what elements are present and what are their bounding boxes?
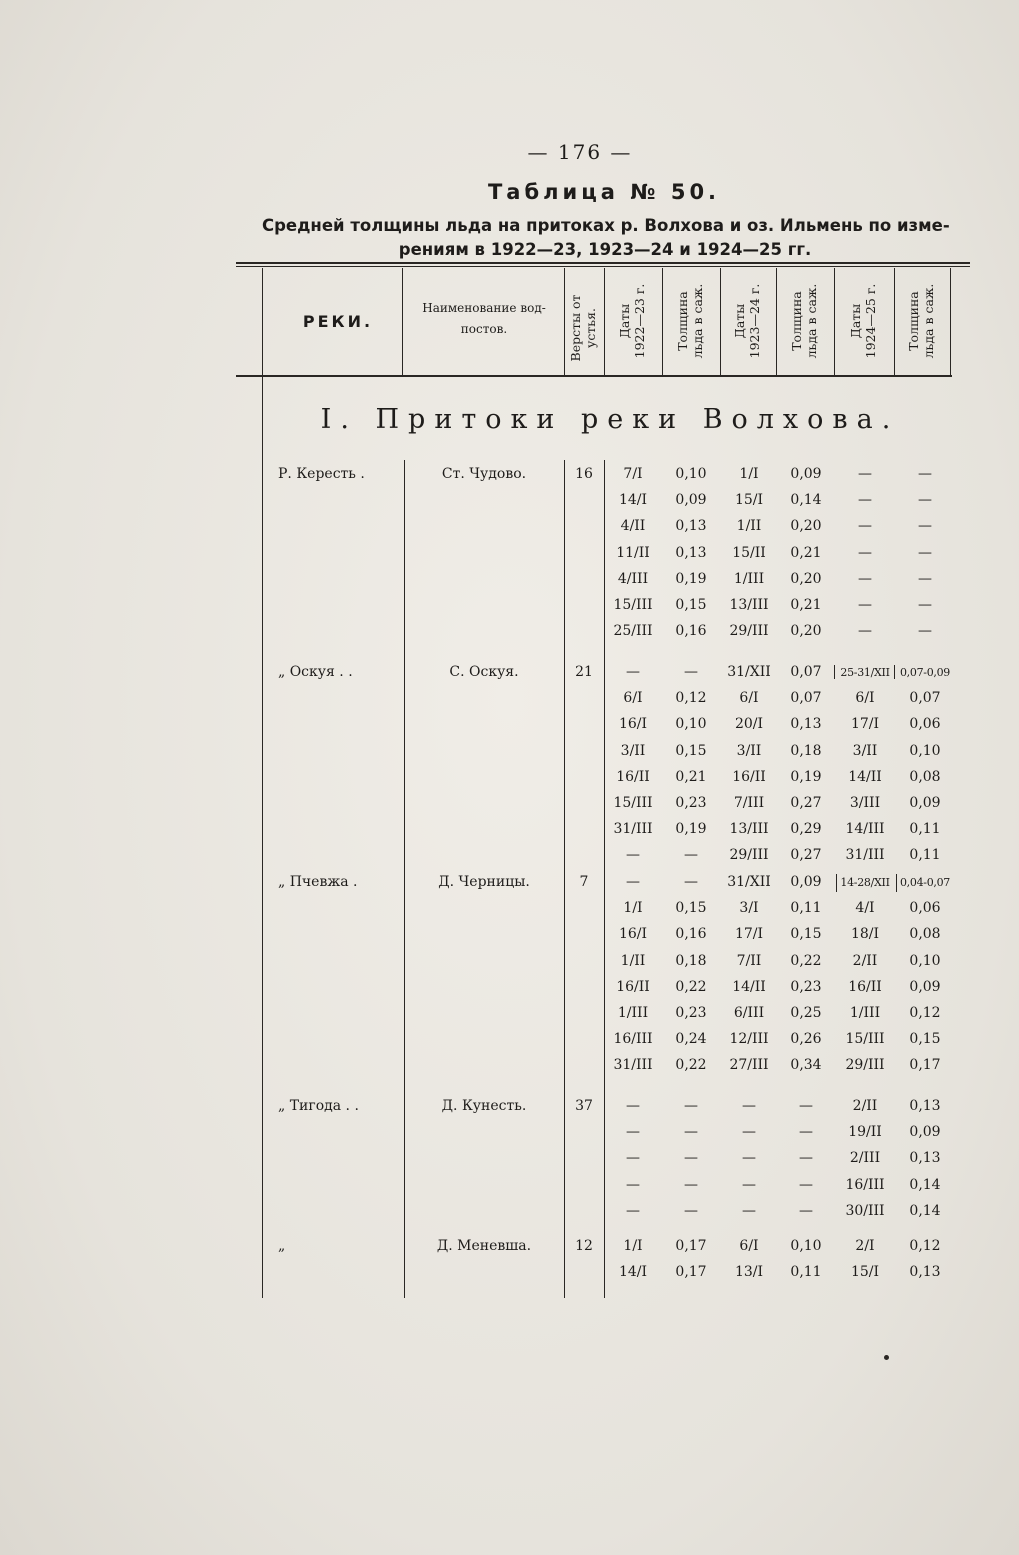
thickness-cell: — [918, 518, 932, 535]
post-name: Д. Меневша. [436, 1238, 532, 1254]
thickness-cell: — [684, 1098, 698, 1114]
thickness-cell: 0,14 [909, 1202, 941, 1219]
date-cell: 29/III [729, 847, 769, 864]
header-thickness-1-line2: льда в саж. [690, 283, 705, 359]
date-cell: 1/I [623, 900, 643, 917]
river-name: „ Оскуя . . [278, 664, 353, 680]
thickness-cell: 0,17 [675, 1238, 707, 1254]
date-cell: — [858, 544, 872, 561]
date-cell: — [626, 1124, 640, 1141]
date-cell: — [858, 518, 872, 535]
date-cell: — [626, 847, 640, 864]
date-cell: 15/I [734, 492, 764, 509]
top-rule-thick [236, 262, 970, 264]
col-divider [950, 268, 951, 375]
date-cell: — [626, 1098, 640, 1114]
ink-dot [884, 1355, 889, 1360]
date-cell: 2/II [852, 1098, 878, 1114]
date-cell: 17/I [734, 926, 764, 943]
header-thickness-3-line1: Толщина [906, 291, 921, 351]
date-cell: 31/III [613, 1057, 653, 1074]
thickness-cell: 0,10 [909, 952, 941, 969]
thickness-cell: 0,17 [909, 1057, 941, 1074]
versty-value: 37 [575, 1098, 593, 1114]
thickness-cell: — [684, 1124, 698, 1141]
table-title: Таблица № 50. [487, 180, 721, 204]
header-posts [408, 298, 560, 340]
date-cell: 16/I [618, 716, 648, 733]
header-dates-1924-line1: Даты [848, 303, 863, 339]
thickness-cell: — [799, 1124, 813, 1141]
header-dates-1922-line2: 1922—23 г. [632, 283, 647, 359]
date-cell: 15/I [850, 1264, 880, 1281]
versty-value: 7 [579, 874, 589, 890]
date-cell: 3/II [852, 742, 878, 759]
date-cell: 1/III [733, 570, 765, 587]
header-thickness-2-line2: льда в саж. [804, 283, 819, 359]
header-dates-1922 [617, 271, 649, 371]
date-cell: 20/I [734, 716, 764, 733]
thickness-cell: — [918, 623, 932, 640]
thickness-cell: 0,10 [675, 716, 707, 733]
header-versty-line2: устья. [583, 308, 598, 348]
thickness-cell: 0,12 [675, 690, 707, 707]
date-cell: — [742, 1098, 756, 1114]
date-cell: 16/II [616, 978, 650, 995]
table-subtitle-line2: рениям в 1922—23, 1923—24 и 1924—25 гг. [398, 240, 812, 259]
col-divider [894, 268, 895, 375]
thickness-cell: — [684, 1202, 698, 1219]
header-thickness-3-line2: льда в саж. [921, 283, 936, 359]
thickness-cell: 0,06 [909, 716, 941, 733]
date-cell: 11/II [616, 544, 650, 561]
thickness-cell: 0,18 [675, 952, 707, 969]
versty-value: 12 [575, 1238, 593, 1254]
date-cell: 1/I [623, 1238, 643, 1254]
thickness-cell: 0,21 [790, 597, 822, 613]
thickness-cell: 0,07 [909, 690, 941, 707]
date-cell: 2/I [855, 1238, 875, 1254]
thickness-cell: — [684, 1176, 698, 1193]
date-cell: — [742, 1202, 756, 1219]
date-cell: 7/III [733, 795, 765, 811]
date-cell: 1/II [620, 952, 646, 969]
date-cell: 14/II [848, 768, 882, 785]
header-versty-line1: Версты от [568, 294, 583, 362]
date-cell: 16/III [613, 1031, 653, 1048]
thickness-cell: 0,08 [909, 926, 941, 943]
col-divider [662, 268, 663, 375]
date-cell: 15/II [732, 544, 766, 561]
table-subtitle-line1: Средней толщины льда на притоках р. Волхова и оз. Ильмень по изме- [262, 216, 950, 235]
date-cell: 4/II [620, 518, 646, 535]
date-cell: 15/III [613, 597, 653, 613]
date-cell: 31/III [613, 821, 653, 838]
date-cell: 14/III [845, 821, 885, 838]
thickness-cell: 0,04-0,07 [899, 876, 950, 889]
date-cell: 18/I [850, 926, 880, 943]
date-cell: — [626, 1176, 640, 1193]
date-cell: 1/I [739, 466, 759, 482]
date-cell: 1/III [617, 1005, 649, 1021]
thickness-cell: 0,24 [675, 1031, 707, 1048]
page-number: — 176 — [527, 140, 633, 164]
thickness-cell: 0,11 [790, 900, 822, 917]
post-name: Д. Кунесть. [441, 1098, 527, 1114]
header-versty [568, 278, 600, 378]
col-divider [564, 268, 565, 375]
thickness-cell: — [918, 597, 932, 613]
date-cell: 3/II [620, 742, 646, 759]
date-cell: 29/III [845, 1057, 885, 1074]
thickness-cell: — [918, 544, 932, 561]
thickness-cell: — [918, 466, 932, 482]
header-posts-line1: Наименование вод- [422, 301, 546, 315]
thickness-cell: 0,07-0,09 [899, 666, 950, 679]
date-cell: — [742, 1176, 756, 1193]
date-cell: 3/I [739, 900, 759, 917]
date-cell: — [626, 1150, 640, 1167]
header-thickness-1 [675, 271, 707, 371]
date-cell: 14/I [618, 492, 648, 509]
col-divider [604, 268, 605, 375]
date-cell: 7/II [736, 952, 762, 969]
col-divider [776, 268, 777, 375]
thickness-cell: 0,14 [790, 492, 822, 509]
thickness-cell: 0,10 [909, 742, 941, 759]
col-divider [402, 268, 403, 375]
thickness-cell: 0,15 [675, 900, 707, 917]
date-cell: 1/III [849, 1005, 881, 1021]
date-cell: 1/II [736, 518, 762, 535]
date-cell: — [626, 664, 640, 680]
date-cell: — [858, 623, 872, 640]
header-dates-1923 [732, 271, 764, 371]
header-posts-line2: постов. [460, 322, 508, 336]
date-cell: 31/XII [727, 874, 771, 890]
thickness-cell: — [918, 492, 932, 509]
thickness-cell: 0,16 [675, 623, 707, 640]
thickness-cell: 0,20 [790, 623, 822, 640]
thickness-cell: 0,19 [790, 768, 822, 785]
post-name: Д. Черницы. [438, 874, 530, 890]
post-name: Ст. Чудово. [441, 466, 527, 482]
thickness-cell: 0,13 [909, 1264, 941, 1281]
thickness-cell: 0,18 [790, 742, 822, 759]
thickness-cell: 0,07 [790, 690, 822, 707]
thickness-cell: 0,11 [790, 1264, 822, 1281]
thickness-cell: 0,23 [675, 795, 707, 811]
thickness-cell: 0,09 [909, 1124, 941, 1141]
river-name: Р. Кересть . [278, 466, 365, 482]
header-dates-1924-line2: 1924—25 г. [863, 283, 878, 359]
thickness-cell: 0,16 [675, 926, 707, 943]
thickness-cell: 0,08 [909, 768, 941, 785]
thickness-cell: — [918, 570, 932, 587]
thickness-cell: 0,11 [909, 847, 941, 864]
date-cell: — [626, 1202, 640, 1219]
date-cell: 16/II [732, 768, 766, 785]
thickness-cell: 0,13 [909, 1098, 941, 1114]
date-cell: 14/II [732, 978, 766, 995]
header-thickness-1-line1: Толщина [675, 291, 690, 351]
thickness-cell: — [684, 847, 698, 864]
thickness-cell: 0,10 [790, 1238, 822, 1254]
thickness-cell: 0,21 [790, 544, 822, 561]
river-name: „ Пчевжа . [278, 874, 358, 890]
post-name: С. Оскуя. [449, 664, 519, 680]
thickness-cell: 0,07 [790, 664, 822, 680]
date-cell: 29/III [729, 623, 769, 640]
thickness-cell: 0,19 [675, 570, 707, 587]
river-name: „ [278, 1238, 286, 1254]
thickness-cell: 0,13 [790, 716, 822, 733]
thickness-cell: 0,29 [790, 821, 822, 838]
date-cell: 3/II [736, 742, 762, 759]
date-cell: 6/I [623, 690, 643, 707]
thickness-cell: 0,20 [790, 518, 822, 535]
date-cell: 16/III [845, 1176, 885, 1193]
date-cell: — [858, 466, 872, 482]
thickness-cell: 0,14 [909, 1176, 941, 1193]
date-cell: 6/I [739, 690, 759, 707]
thickness-cell: 0,09 [909, 795, 941, 811]
header-thickness-2 [789, 271, 821, 371]
header-thickness-2-line1: Толщина [789, 291, 804, 351]
thickness-cell: 0,23 [675, 1005, 707, 1021]
date-cell: 13/III [729, 821, 769, 838]
thickness-cell: 0,17 [675, 1264, 707, 1281]
date-cell: — [858, 597, 872, 613]
date-cell: — [742, 1150, 756, 1167]
date-cell: 16/II [848, 978, 882, 995]
thickness-cell: 0,19 [675, 821, 707, 838]
river-name: „ Тигода . . [278, 1098, 359, 1114]
date-cell: 31/III [845, 847, 885, 864]
date-cell: 30/III [845, 1202, 885, 1219]
section-title: I. Притоки реки Волхова. [320, 404, 900, 435]
date-cell: 14-28/XII [840, 876, 890, 889]
date-cell: 13/III [729, 597, 769, 613]
thickness-cell: — [799, 1098, 813, 1114]
header-thickness-3 [906, 271, 938, 371]
date-cell: 3/III [849, 795, 881, 811]
date-cell: 16/I [618, 926, 648, 943]
thickness-cell: 0,10 [675, 466, 707, 482]
thickness-cell: — [684, 874, 698, 890]
col-divider [834, 268, 835, 375]
thickness-cell: 0,26 [790, 1031, 822, 1048]
thickness-cell: 0,25 [790, 1005, 822, 1021]
date-cell: — [742, 1124, 756, 1141]
thickness-cell: 0,27 [790, 795, 822, 811]
header-dates-1924 [848, 271, 880, 371]
date-cell: 7/I [623, 466, 643, 482]
thickness-cell: — [799, 1176, 813, 1193]
thickness-cell: 0,13 [909, 1150, 941, 1167]
thickness-cell: 0,34 [790, 1057, 822, 1074]
versty-value: 21 [575, 664, 593, 680]
date-cell: 4/I [855, 900, 875, 917]
thickness-cell: — [799, 1150, 813, 1167]
thickness-cell: 0,22 [675, 978, 707, 995]
thickness-cell: 0,22 [675, 1057, 707, 1074]
date-cell: 19/II [848, 1124, 882, 1141]
date-cell: 15/III [845, 1031, 885, 1048]
thickness-cell: — [684, 664, 698, 680]
header-dates-1922-line1: Даты [617, 303, 632, 339]
thickness-cell: 0,09 [675, 492, 707, 509]
thickness-cell: 0,12 [909, 1005, 941, 1021]
date-cell: 27/III [729, 1057, 769, 1074]
date-cell: 17/I [850, 716, 880, 733]
date-cell: — [626, 874, 640, 890]
date-cell: — [858, 570, 872, 587]
top-rule-thin [236, 266, 970, 267]
date-cell: 25/III [613, 623, 653, 640]
thickness-cell: — [684, 1150, 698, 1167]
thickness-cell: 0,15 [790, 926, 822, 943]
thickness-cell: 0,09 [790, 874, 822, 890]
header-rivers: РЕКИ. [302, 312, 374, 331]
date-cell: 6/I [739, 1238, 759, 1254]
date-cell: 25-31/XII [840, 666, 890, 679]
thickness-cell: 0,06 [909, 900, 941, 917]
date-cell: 6/III [733, 1005, 765, 1021]
thickness-cell: 0,12 [909, 1238, 941, 1254]
date-cell: — [858, 492, 872, 509]
date-cell: 14/I [618, 1264, 648, 1281]
date-cell: 2/II [852, 952, 878, 969]
versty-value: 16 [575, 466, 593, 482]
date-cell: 2/III [849, 1150, 881, 1167]
thickness-cell: 0,23 [790, 978, 822, 995]
thickness-cell: 0,09 [790, 466, 822, 482]
thickness-cell: 0,20 [790, 570, 822, 587]
date-cell: 16/II [616, 768, 650, 785]
date-cell: 12/III [729, 1031, 769, 1048]
col-divider [720, 268, 721, 375]
thickness-cell: 0,15 [909, 1031, 941, 1048]
thickness-cell: 0,15 [675, 742, 707, 759]
date-cell: 13/I [734, 1264, 764, 1281]
thickness-cell: — [799, 1202, 813, 1219]
date-cell: 15/III [613, 795, 653, 811]
header-dates-1923-line1: Даты [732, 303, 747, 339]
thickness-cell: 0,09 [909, 978, 941, 995]
date-cell: 31/XII [727, 664, 771, 680]
thickness-cell: 0,13 [675, 518, 707, 535]
date-cell: 6/I [855, 690, 875, 707]
thickness-cell: 0,27 [790, 847, 822, 864]
date-cell: 4/III [617, 570, 649, 587]
thickness-cell: 0,21 [675, 768, 707, 785]
thickness-cell: 0,13 [675, 544, 707, 561]
thickness-cell: 0,22 [790, 952, 822, 969]
thickness-cell: 0,15 [675, 597, 707, 613]
header-dates-1923-line2: 1923—24 г. [747, 283, 762, 359]
thickness-cell: 0,11 [909, 821, 941, 838]
